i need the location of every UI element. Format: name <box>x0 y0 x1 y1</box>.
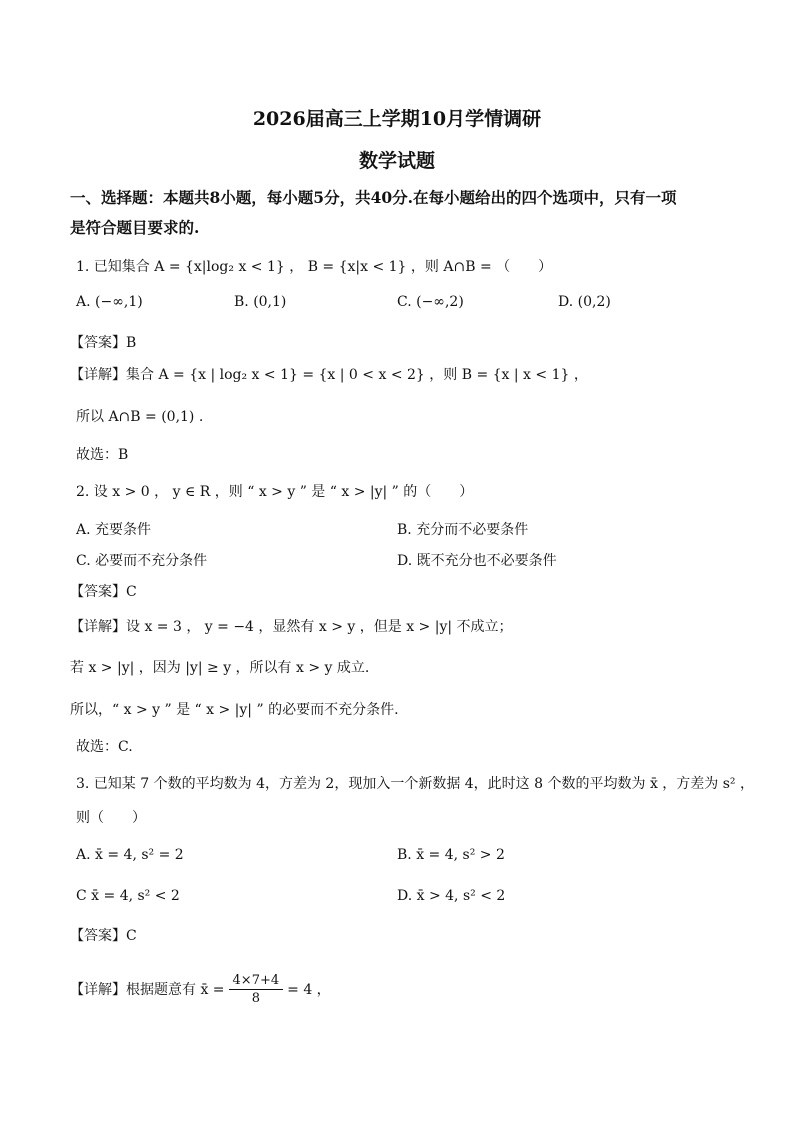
q1-option-a: A. (−∞,1) <box>76 294 143 310</box>
q1-detail-line1: 【详解】集合 A = {x | log₂ x < 1} = {x | 0 < x < 2} ，则 B = {x | x < 1} ， <box>70 367 588 383</box>
q3-detail-suffix: = 4 ， <box>287 981 331 998</box>
section-heading-line2: 是符合题目要求的. <box>70 218 200 237</box>
q3-fraction <box>229 972 284 1007</box>
q3-option-b: B. x̄ = 4, s² > 2 <box>397 847 505 863</box>
q2-detail-line2: 若 x > |y| ，因为 |y| ≥ y ，所以有 x > y 成立. <box>70 660 370 676</box>
q2-option-b: B. 充分而不必要条件 <box>397 522 529 538</box>
page-title: 2026届高三上学期10月学情调研 <box>252 108 542 130</box>
page-subtitle: 数学试题 <box>358 150 435 172</box>
q1-detail-line2: 所以 A∩B = (0,1) . <box>76 409 204 425</box>
q2-option-d: D. 既不充分也不必要条件 <box>397 553 557 569</box>
q2-stem: 2. 设 x > 0 ， y ∈ R ，则 “ x > y ” 是 “ x > |y| ” 的（ ） <box>76 484 474 500</box>
q3-stem-line2: 则（ ） <box>76 810 146 826</box>
q3-option-d: D. x̄ > 4, s² < 2 <box>397 888 506 904</box>
section-heading-line1: 一、选择题：本题共8小题，每小题5分，共40分.在每小题给出的四个选项中，只有一项 <box>70 188 677 207</box>
q2-answer: 【答案】C <box>70 584 137 600</box>
q3-stem-line1: 3. 已知某 7 个数的平均数为 4，方差为 2，现加入一个新数据 4，此时这 8 个数的平均数为 x̄ ，方差为 s² ， <box>76 776 754 792</box>
q1-option-c: C. (−∞,2) <box>397 294 464 310</box>
q3-answer: 【答案】C <box>70 928 137 944</box>
q2-detail-line1: 【详解】设 x = 3 ， y = −4 ，显然有 x > y ，但是 x > |y| 不成立； <box>70 619 513 635</box>
q3-option-c: C x̄ = 4, s² < 2 <box>76 888 180 904</box>
q3-detail-line1 <box>70 972 331 1007</box>
q3-detail-prefix: 【详解】根据题意有 x̄ = <box>70 981 225 998</box>
q3-fraction-denominator: 8 <box>251 991 260 1006</box>
q1-option-b: B. (0,1) <box>234 294 287 310</box>
q1-option-d: D. (0,2) <box>558 294 611 310</box>
q1-answer: 【答案】B <box>70 335 137 351</box>
q1-stem: 1. 已知集合 A = {x|log₂ x < 1} ， B = {x|x < 1} ，则 A∩B = （ ） <box>76 259 553 275</box>
q2-result: 故选：C. <box>76 739 133 755</box>
q2-detail-line3: 所以，“ x > y ” 是 “ x > |y| ” 的必要而不充分条件. <box>70 702 399 718</box>
q2-option-a: A. 充要条件 <box>76 522 152 538</box>
q3-fraction-numerator: 4×7+4 <box>229 972 284 990</box>
q1-result: 故选：B <box>76 447 129 463</box>
q3-option-a: A. x̄ = 4, s² = 2 <box>76 847 184 863</box>
q2-option-c: C. 必要而不充分条件 <box>76 553 208 569</box>
